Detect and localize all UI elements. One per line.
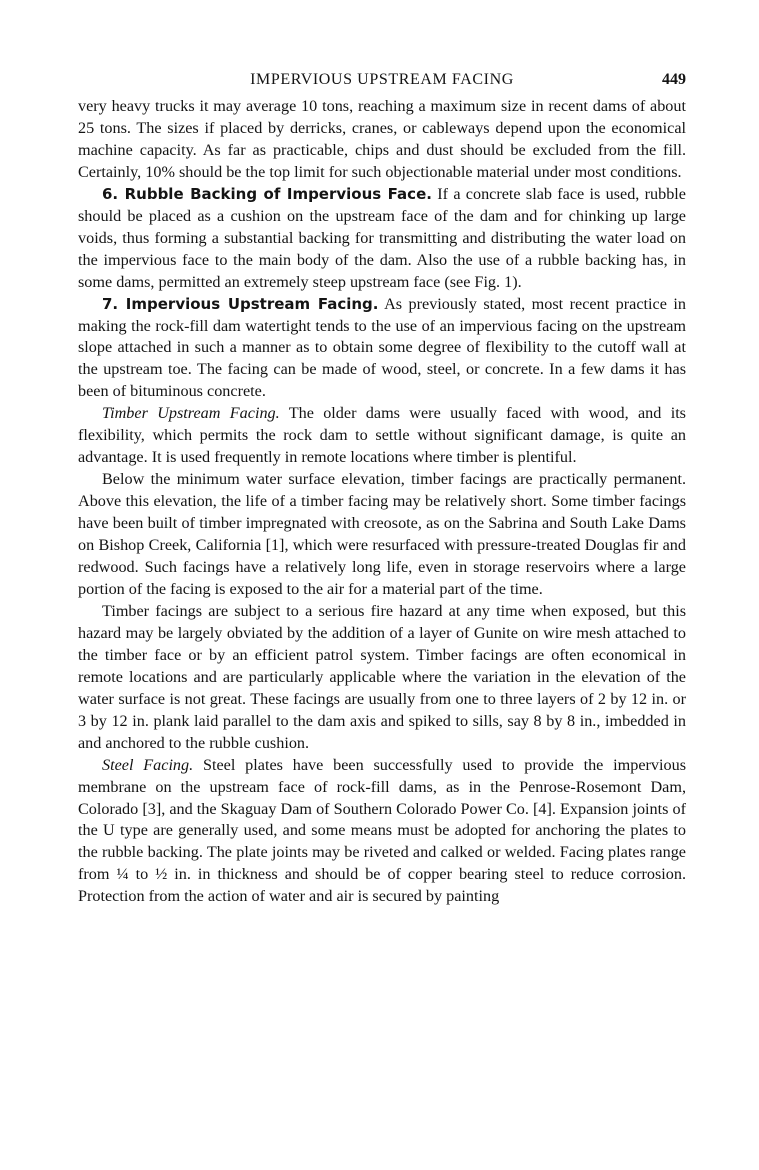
page-number: 449 — [662, 71, 686, 88]
paragraph — [78, 601, 686, 755]
paragraph-text: very heavy trucks it may average 10 tons, reaching a maximum size in recent dams of about 25 tons. The sizes if placed by derricks, cranes, or cableways depend upon the economical machine capacity. As far as practicable, chips and dust should be excluded from the fill. Certainly, 10% should be the top limit for such objectionable material under most conditions. — [78, 97, 686, 181]
paragraph-steel-facing — [78, 755, 686, 909]
paragraph-text: Timber facings are subject to a serious fire hazard at any time when exposed, but this hazard may be largely obviated by the addition of a layer of Gunite on wire mesh attached to the timber face or by an efficient patrol system. Timber facings are often economical in remote locations and are particularly applicable where the variation in the elevation of the water surface is not great. These facings are usually from one to three layers of 2 by 12 in. or 3 by 12 in. plank laid parallel to the dam axis and spiked to sills, say 8 by 8 in., imbedded in and anchored to the rubble cushion. — [78, 601, 686, 752]
paragraph-text: Below the minimum water surface elevation, timber facings are practically permanent. Above this elevation, the life of a timber facing may be relatively short. Some timber facings have been built of timber impregnated with creosote, as on the Sabrina and South Lake Dams on Bishop Creek, California [1], which were resurfaced with pressure-treated Douglas fir and redwood. Such facings have a relatively long life, even in storage reservoirs where a large portion of the facing is exposed to the air for a material part of the time. — [78, 470, 686, 598]
paragraph-text: Steel plates have been successfully used to provide the impervious membrane on the upstream face of rock-fill dams, as in the Penrose-Rosemont Dam, Colorado [3], and the Skaguay Dam of Southern Colorado Power Co. [4]. Expansion joints of the U type are generally used, and some means must be adopted for anchoring the plates to the rubble backing. The plate joints may be riveted and calked or welded. Facing plates range from ¼ to ½ in. in thickness and should be of copper bearing steel to reduce corrosion. Protection from the action of water and air is secured by painting — [78, 755, 686, 906]
subsection-heading: Timber Upstream Facing. — [102, 404, 280, 423]
paragraph-text: If a concrete slab face is used, rubble should be placed as a cushion on the upstream face of the dam and for chinking up large voids, thus forming a substantial backing for transmitting and distributing the water load on the impervious face to the main body of the dam. Also the use of a rubble backing has, in some dams, permitted an extremely steep upstream face (see Fig. 1). — [78, 184, 686, 291]
page-header — [78, 68, 686, 92]
section-heading: 7. Impervious Upstream Facing. — [102, 294, 379, 313]
paragraph-section-6 — [78, 184, 686, 294]
running-title: IMPERVIOUS UPSTREAM FACING — [250, 71, 514, 88]
paragraph-section-7 — [78, 294, 686, 404]
subsection-heading: Steel Facing. — [102, 755, 194, 774]
body-text — [78, 96, 686, 908]
paragraph-text: As previously stated, most recent practice in making the rock-fill dam watertight tends to the use of an impervious facing on the upstream slope attached in such a manner as to obtain some degree of flexibility to the cutoff wall at the upstream toe. The facing can be made of wood, steel, or concrete. In a few dams it has been of bituminous concrete. — [78, 294, 686, 401]
paragraph-continuation — [78, 96, 686, 184]
paragraph-timber-facing — [78, 403, 686, 469]
paragraph-text: The older dams were usually faced with wood, and its flexibility, which permits the rock dam to settle without significant damage, is quite an advantage. It is used frequently in remote locations where timber is plentiful. — [78, 404, 686, 467]
paragraph — [78, 469, 686, 601]
section-heading: 6. Rubble Backing of Impervious Face. — [102, 184, 432, 203]
